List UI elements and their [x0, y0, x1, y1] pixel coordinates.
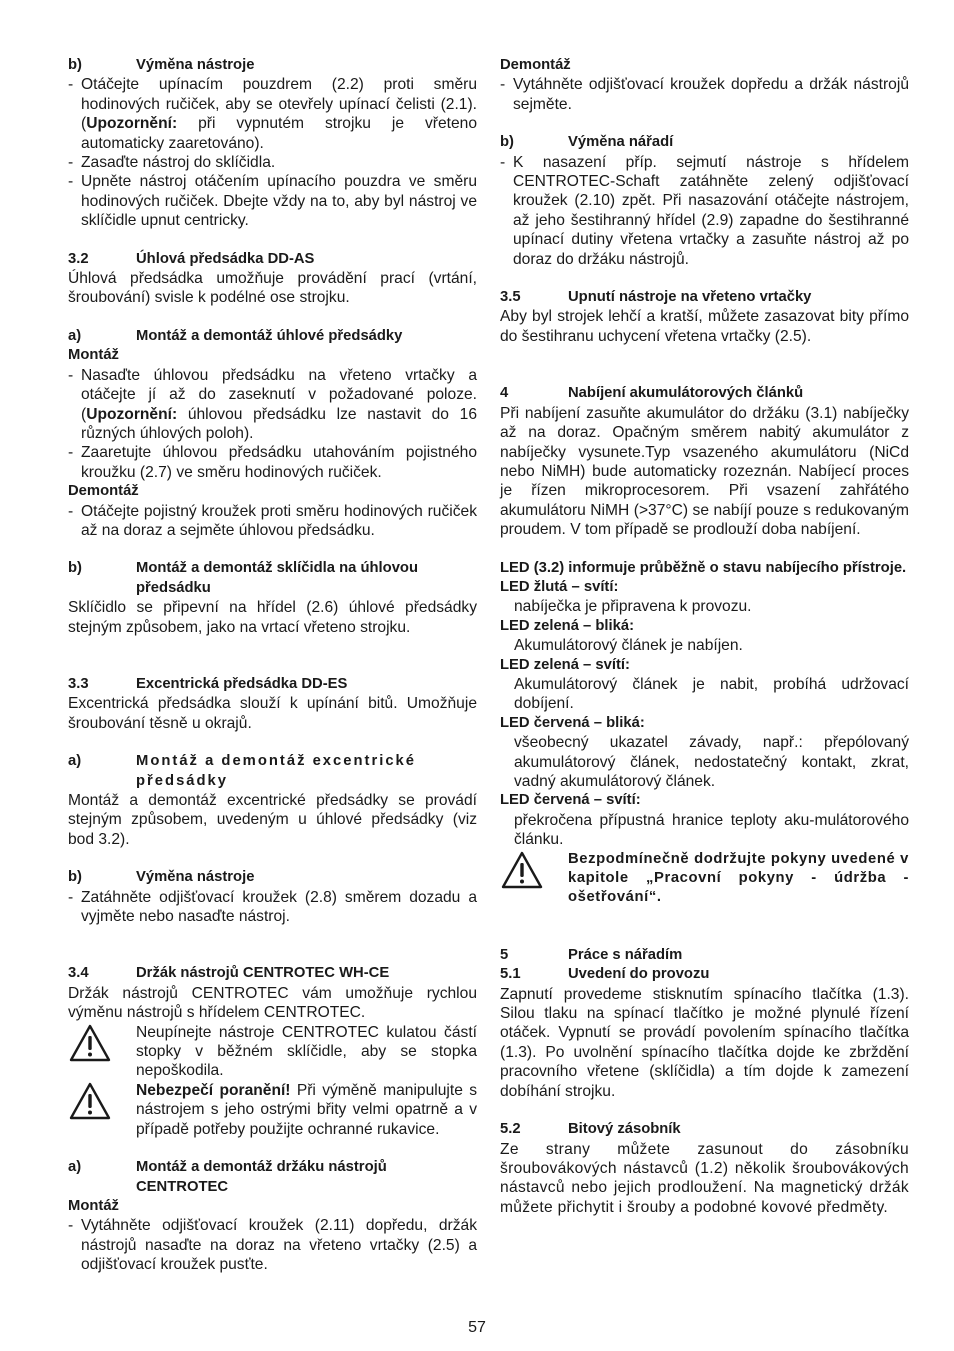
list-item: - Vytáhněte odjišťovací kroužek (2.11) dopředu, držák nástrojů nasaďte na doraz na vřeteno vrtačky (2.5) a odjišťovací kroužek pusťte. — [68, 1217, 477, 1274]
section-heading: 4 Nabíjení akumulátorových článků — [500, 385, 804, 402]
list-item: - Zasaďte nástroj do sklíčidla. — [68, 154, 276, 172]
list-item: - Nasaďte úhlovou předsádku na vřeteno vrtačky a otáčejte jí až do zaseknutí v požadované poloze. (Upozornění: úhlovou předsádku lze nastavit do 16 různých úhlových poloh). — [68, 366, 477, 442]
section-heading: 5 Práce s nářadím — [500, 946, 683, 963]
left-column — [68, 56, 477, 1275]
list-item: - Otáčejte pojistný kroužek proti směru hodinových ručiček až na doraz a sejměte úhlovou předsádku. — [68, 502, 477, 539]
subheading: Demontáž — [500, 57, 571, 73]
section-heading: a) Montáž a demontáž excentrické předsádky — [68, 753, 417, 789]
led-status-desc: Akumulátorový článek je nabíjen. — [514, 637, 743, 655]
section-heading: 5.1 Uvedení do provozu — [500, 966, 710, 983]
section-heading: b) Výměna nástroje — [68, 869, 255, 886]
list-item: - Vytáhněte odjišťovací kroužek dopředu a držák nástrojů sejměte. — [500, 76, 909, 113]
warning-triangle-icon — [500, 850, 568, 908]
section-heading: 3.3 Excentrická předsádka DD-ES — [68, 675, 348, 692]
list-item: - Upněte nástroj otáčením upínacího pouzdra ve směru hodinových ručiček. Dbejte vždy na to, aby byl nástroj ve sklíčidle upnut centricky. — [68, 173, 477, 230]
subheading: Montáž — [68, 1197, 119, 1214]
paragraph: Zapnutí provedeme stisknutím spínacího tlačítka (1.3). Silou tlaku na spínací tlačítko je možné plynulé řízení otáček. Vypnutí se provádí povolením spínacího tlačítka (1.3). Po uvolnění spínacího tlačítka dojde ke zbrždění pracovního vřetene (sklíčidla) a tím dojde k zamezení dobíhání strojku. — [500, 985, 909, 1100]
section-heading: b) Výměna nářadí — [500, 134, 674, 151]
section-heading: a) Montáž a demontáž držáku nástrojů CENTROTEC — [68, 1159, 387, 1195]
subheading: Demontáž — [68, 483, 139, 500]
warning-triangle-icon — [68, 1081, 136, 1139]
page-number: 57 — [468, 1319, 486, 1336]
section-heading: 3.2 Úhlová předsádka DD-AS — [68, 250, 315, 267]
warning-block: Nebezpečí poranění! Při výměně manipulujte s nástrojem s jeho ostrými břity velmi opatrně a v případě potřeby použijte ochranné rukavice. — [68, 1081, 477, 1139]
list-item: - Otáčejte upínacím pouzdrem (2.2) proti směru hodinových ručiček, aby se otevřely upínací čelisti (2.1). (Upozornění: při vypnutém strojku je vřeteno automaticky zaaretováno). — [68, 76, 477, 152]
paragraph: Ze strany můžete zasunout do zásobníku šroubovákových nástavců (1.2) několik šroubovákových nástavců nebo jejich prodloužení. Na magnetický držák můžete přichytit i šrouby a podobné kovové předměty. — [500, 1140, 909, 1216]
section-heading: 5.2 Bitový zásobník — [500, 1121, 681, 1138]
led-status-desc: Akumulátorový článek je nabit, probíhá udržovací dobíjení. — [514, 675, 909, 713]
paragraph: Excentrická předsádka slouží k upínání bitů. Umožňuje šroubování těsně u okrajů. — [68, 695, 477, 732]
right-column — [500, 56, 909, 1217]
led-status-label: LED červená – svítí: — [500, 792, 641, 809]
section-heading: 3.5 Upnutí nástroje na vřeteno vrtačky — [500, 289, 812, 306]
paragraph: Držák nástrojů CENTROTEC vám umožňuje rychlou výměnu nástrojů s hřídelem CENTROTEC. — [68, 984, 477, 1022]
section-heading: b) Výměna nástroje — [68, 57, 255, 73]
paragraph: Montáž a demontáž excentrické předsádky se provádí stejným způsobem, uvedeným u úhlové předsádky (viz bod 3.2). — [68, 792, 477, 848]
warning-block: Neupínejte nástroje CENTROTEC kulatou částí stopky v běžném sklíčidle, aby se stopka nepoškodila. — [68, 1023, 477, 1081]
warning-block: Bezpodmínečně dodržujte pokyny uvedené v kapitole „Pracovní pokyny - údržba - ošetřování“. — [500, 850, 909, 908]
section-heading: b) Montáž a demontáž sklíčidla na úhlovou předsádku — [68, 560, 419, 596]
led-status-desc: nabíječka je připravena k provozu. — [514, 598, 752, 616]
paragraph: Aby byl strojek lehčí a kratší, můžete zasazovat bity přímo do šestihranu uchycení vřetena vrtačky (2.5). — [500, 308, 909, 345]
led-status-desc: překročena přípustná hranice teploty aku-mulátorového článku. — [514, 811, 909, 849]
section-heading: a) Montáž a demontáž úhlové předsádky — [68, 327, 403, 344]
warning-triangle-icon — [68, 1023, 136, 1081]
section-heading: 3.4 Držák nástrojů CENTROTEC WH-CE — [68, 965, 390, 982]
subheading: Montáž — [68, 347, 119, 364]
led-status-label: LED červená – bliká: — [500, 714, 645, 731]
list-item: - Zatáhněte odjišťovací kroužek (2.8) směrem dozadu a vyjměte nebo nasaďte nástroj. — [68, 888, 477, 926]
led-status-label: LED žlutá – svítí: — [500, 578, 619, 595]
led-status-label: LED zelená – svítí: — [500, 656, 630, 673]
paragraph: Při nabíjení zasuňte akumulátor do držáku (3.1) nabíječky až na doraz. Opačným směrem nabitý akumulátor z nabíječky vysunete.Typ vsazeného akumulátoru (NiCd nebo NiMH) bude automaticky rozeznán. Nabíjecí proces je řízen mikroprocesorem. Při vsazení zahřátého akumulátoru NiMH (>37°C) se nabíjí pouze s redukovaným proudem. V tom případě se prodlouží doba nabíjení. — [500, 404, 909, 539]
paragraph: Sklíčidlo se připevní na hřídel (2.6) úhlové předsádky stejným způsobem, jako na vrtací vřeteno strojku. — [68, 599, 477, 636]
paragraph: Úhlová předsádka umožňuje provádění prací (vrtání, šroubování) svisle k podélné ose strojku. — [68, 270, 477, 307]
led-status-label: LED zelená – bliká: — [500, 617, 635, 634]
list-item: - K nasazení příp. sejmutí nástroje s hřídelem CENTROTEC-Schaft zatáhněte zelený odjišťovací kroužek (2.10) zpět. Při nasazování otáčejte nástrojem, až jeho šestihranný hřídel (2.9) zapadne do šestihranné upínací dutiny vřetena vrtačky a zasuňte nástroj až po doraz do držáku nástrojů. — [500, 153, 909, 268]
led-status-desc: všeobecný ukazatel závady, např.: přepólovaný akumulátorový článek, nedostatečný kontakt, zkrat, vadný akumulátorový článek. — [514, 734, 909, 790]
led-info-heading: LED (3.2) informuje průběžně o stavu nabíjecího přístroje. — [500, 559, 907, 576]
list-item: - Zaaretujte úhlovou předsádku utahováním pojistného kroužku (2.7) ve směru hodinových ručiček. — [68, 444, 477, 481]
